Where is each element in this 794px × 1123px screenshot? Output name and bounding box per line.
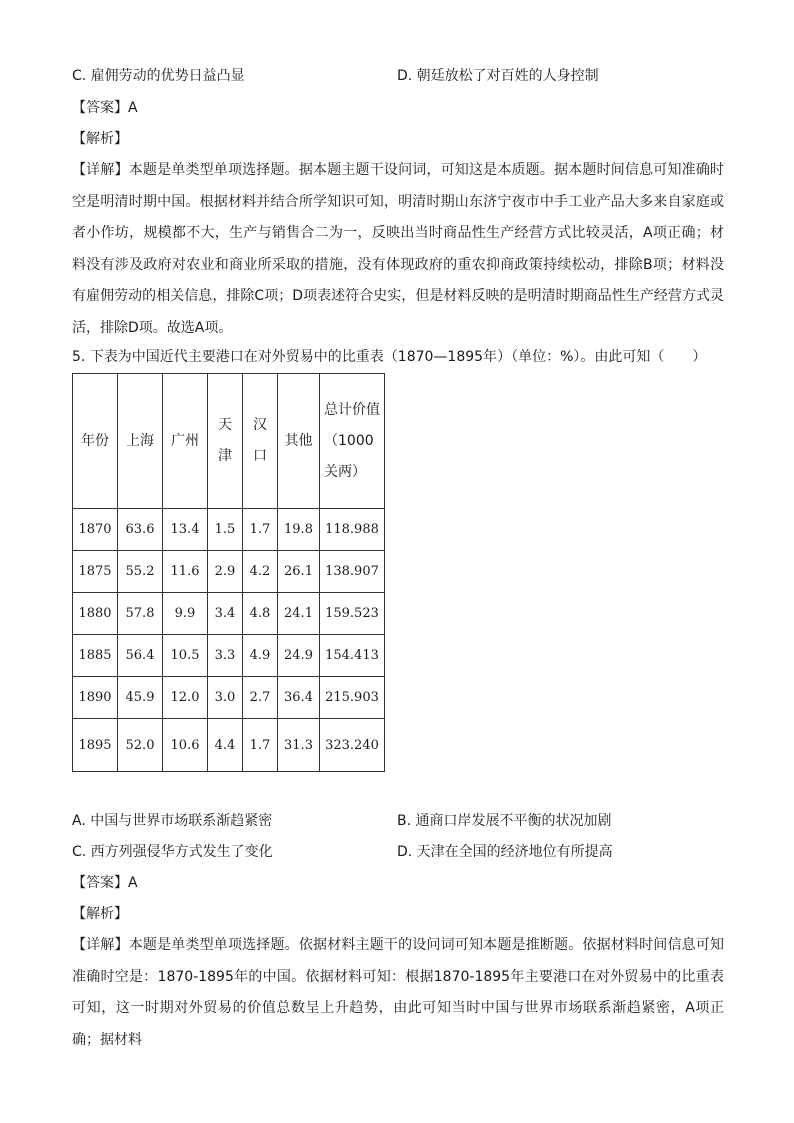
cell-other: 26.1 <box>278 551 320 593</box>
cell-other: 24.1 <box>278 593 320 635</box>
cell-hankou: 4.8 <box>243 593 278 635</box>
cell-total: 138.907 <box>320 551 385 593</box>
cell-total: 323.240 <box>320 719 385 772</box>
table-row <box>73 635 385 677</box>
q5-answer: 【答案】A <box>72 875 138 891</box>
table-row <box>73 719 385 772</box>
cell-guangzhou: 9.9 <box>163 593 208 635</box>
cell-guangzhou: 11.6 <box>163 551 208 593</box>
cell-shanghai: 57.8 <box>118 593 163 635</box>
cell-total: 154.413 <box>320 635 385 677</box>
cell-tianjin: 3.4 <box>208 593 243 635</box>
table-row <box>73 551 385 593</box>
cell-tianjin: 3.0 <box>208 677 243 719</box>
header-hankou: 汉口 <box>243 374 278 509</box>
cell-year: 1895 <box>73 719 118 772</box>
cell-hankou: 1.7 <box>243 719 278 772</box>
cell-other: 24.9 <box>278 635 320 677</box>
cell-guangzhou: 12.0 <box>163 677 208 719</box>
q5-stem: 5. 下表为中国近代主要港口在对外贸易中的比重表（1870—1895年）（单位：%）。由此可知（ ） <box>72 349 707 365</box>
cell-other: 36.4 <box>278 677 320 719</box>
cell-year: 1885 <box>73 635 118 677</box>
cell-tianjin: 3.3 <box>208 635 243 677</box>
cell-year: 1875 <box>73 551 118 593</box>
header-year: 年份 <box>73 374 118 509</box>
cell-hankou: 2.7 <box>243 677 278 719</box>
table-row <box>73 593 385 635</box>
cell-other: 19.8 <box>278 509 320 551</box>
cell-hankou: 1.7 <box>243 509 278 551</box>
q4-detail: 【详解】本题是单类型单项选择题。据本题主题干设问词，可知这是本质题。据本题时间信息可知准确时空是明清时期中国。根据材料并结合所学知识可知，明清时期山东济宁夜市中手工业产品大多来自家庭或者小作坊，规模都不大，生产与销售合二为一，反映出当时商品性生产经营方式比较灵活，A项正确；材料没有涉及政府对农业和商业所采取的措施，没有体现政府的重农抑商政策持续松动，排除B项；材料没有雇佣劳动的相关信息，排除C项；D项表述符合史实，但是材料反映的是明清时期商品性生产经营方式灵活，排除D项。故选A项。 <box>72 162 724 336</box>
cell-shanghai: 63.6 <box>118 509 163 551</box>
cell-tianjin: 1.5 <box>208 509 243 551</box>
header-shanghai: 上海 <box>118 374 163 509</box>
header-guangzhou: 广州 <box>163 374 208 509</box>
header-total-value: 总计价值（1000关两） <box>320 374 385 509</box>
q5-option-b: B. 通商口岸发展不平衡的状况加剧 <box>397 813 612 829</box>
cell-hankou: 4.9 <box>243 635 278 677</box>
cell-year: 1880 <box>73 593 118 635</box>
cell-guangzhou: 10.5 <box>163 635 208 677</box>
header-other: 其他 <box>278 374 320 509</box>
header-tianjin: 天津 <box>208 374 243 509</box>
cell-guangzhou: 10.6 <box>163 719 208 772</box>
table-row <box>73 509 385 551</box>
q4-answer: 【答案】A <box>72 100 138 116</box>
cell-year: 1870 <box>73 509 118 551</box>
cell-shanghai: 55.2 <box>118 551 163 593</box>
cell-total: 215.903 <box>320 677 385 719</box>
q5-option-a: A. 中国与世界市场联系渐趋紧密 <box>72 813 273 829</box>
cell-shanghai: 45.9 <box>118 677 163 719</box>
cell-guangzhou: 13.4 <box>163 509 208 551</box>
q5-option-d: D. 天津在全国的经济地位有所提高 <box>397 844 613 860</box>
cell-other: 31.3 <box>278 719 320 772</box>
cell-hankou: 4.2 <box>243 551 278 593</box>
table-header-row <box>73 374 385 509</box>
prev-option-c: C. 雇佣劳动的优势日益凸显 <box>72 68 245 84</box>
q4-analysis-label: 【解析】 <box>72 131 128 147</box>
prev-option-d: D. 朝廷放松了对百姓的人身控制 <box>397 68 599 84</box>
cell-total: 118.988 <box>320 509 385 551</box>
cell-tianjin: 4.4 <box>208 719 243 772</box>
cell-shanghai: 52.0 <box>118 719 163 772</box>
cell-year: 1890 <box>73 677 118 719</box>
trade-share-table <box>72 373 385 772</box>
cell-shanghai: 56.4 <box>118 635 163 677</box>
cell-tianjin: 2.9 <box>208 551 243 593</box>
q5-analysis-label: 【解析】 <box>72 906 128 922</box>
cell-total: 159.523 <box>320 593 385 635</box>
q5-detail: 【详解】本题是单类型单项选择题。依据材料主题干的设问词可知本题是推断题。依据材料时间信息可知准确时空是：1870-1895年的中国。依据材料可知：根据1870-1895年主要港口在对外贸易中的比重表可知，这一时期对外贸易的价值总数呈上升趋势，由此可知当时中国与世界市场联系渐趋紧密，A项正确；据材料 <box>72 937 724 1048</box>
table-row <box>73 677 385 719</box>
q5-option-c: C. 西方列强侵华方式发生了变化 <box>72 844 273 860</box>
